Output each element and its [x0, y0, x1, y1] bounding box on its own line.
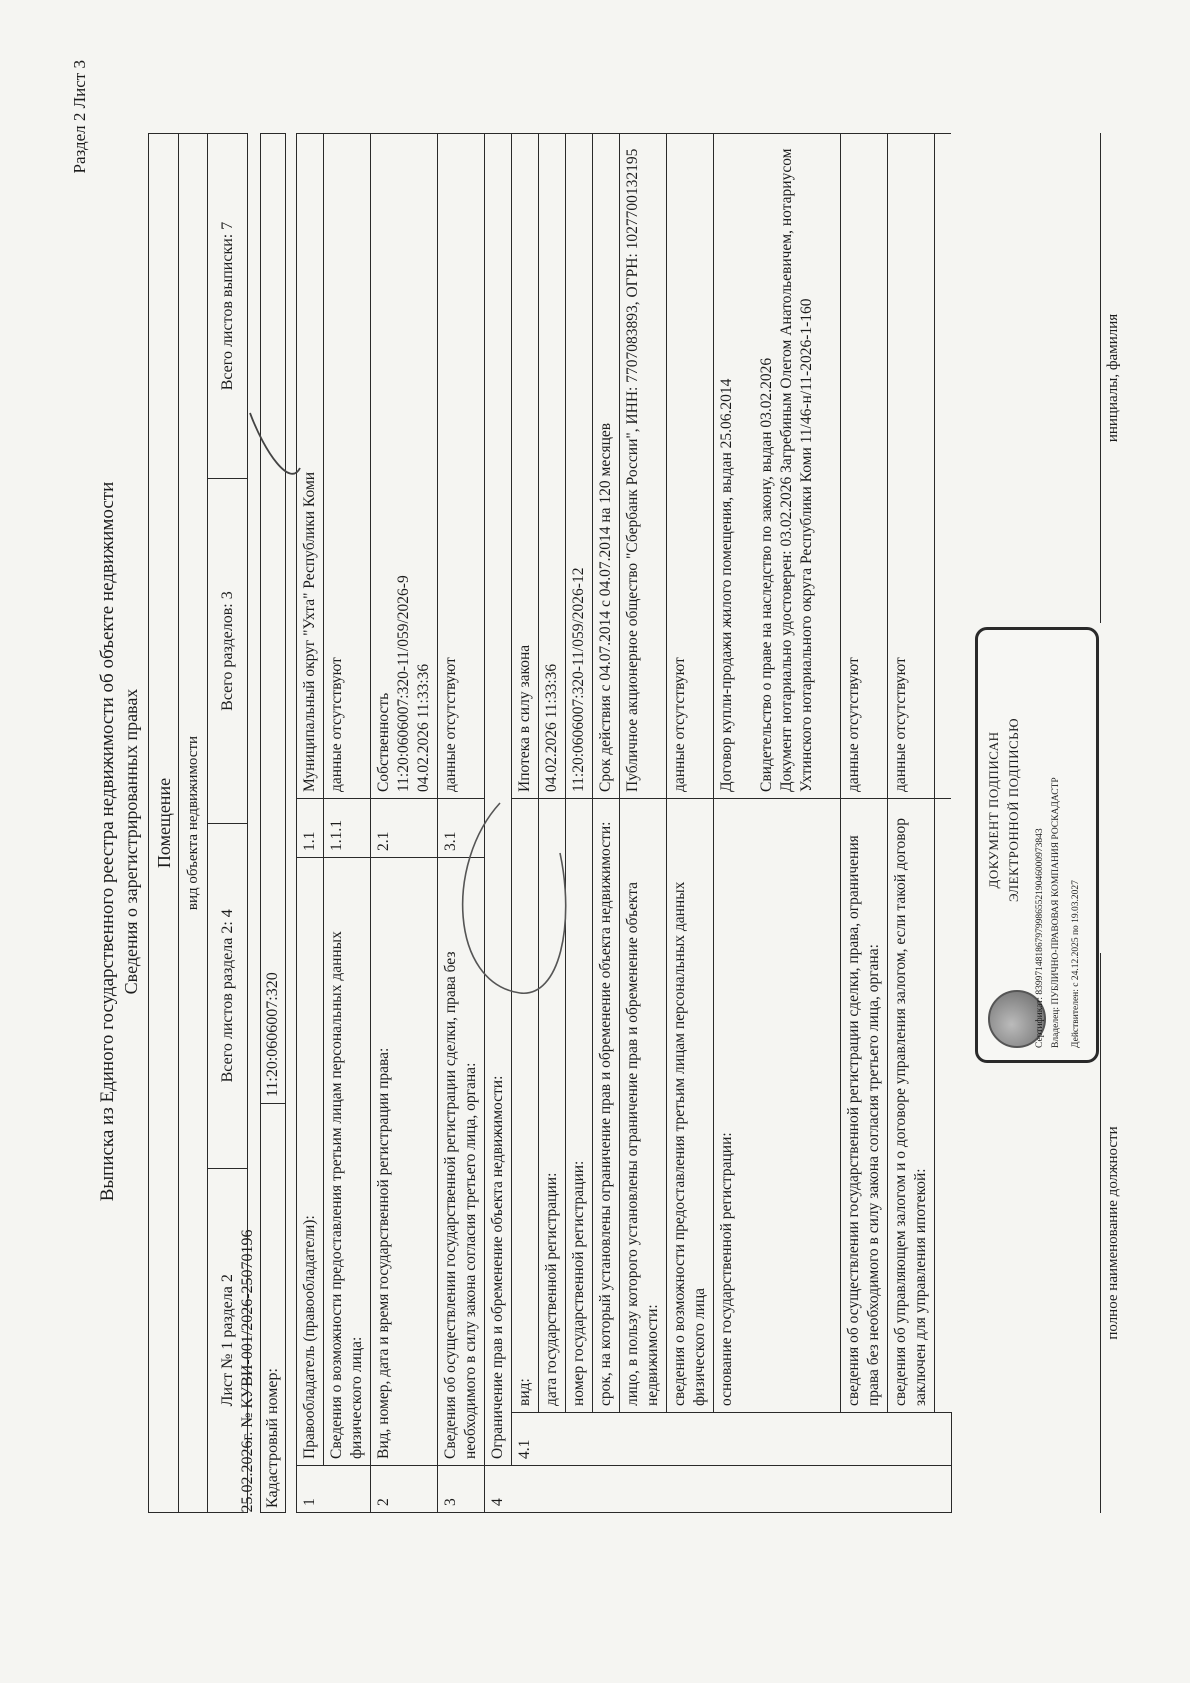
sheets-in-section: Всего листов раздела 2: 4 — [208, 824, 248, 1168]
encumbrance-date-label: дата государственной регистрации: — [539, 799, 566, 1413]
encumbrance-pd-value: данные отсутствуют — [667, 134, 714, 799]
name-label: инициалы, фамилия — [1100, 133, 1122, 623]
row-2-label: Вид, номер, дата и время государственной регистрации права: — [371, 858, 438, 1466]
row-4-sub: 4.1 — [512, 1413, 952, 1466]
right-datetime: 04.02.2026 11:33:36 — [415, 663, 432, 792]
stamp-validity: Действителен: с 24.12.2025 по 19.03.2027 — [1071, 880, 1081, 1048]
row-2-number: 2 — [371, 1466, 438, 1513]
encumbrance-manager-value: данные отсутствуют — [888, 134, 935, 799]
encumbrance-basis-label: основание государственной регистрации: — [714, 799, 841, 1413]
encumbrance-consent-label: сведения об осуществлении государственной регистрации сделки, права, ограничения права без необходимого в силу закона согласия третьего лица, органа: — [841, 799, 888, 1413]
row-1-value: Муниципальный округ "Ухта" Республики Коми — [297, 134, 324, 799]
sheets-total: Всего листов выписки: 7 — [208, 134, 248, 479]
encumbrance-term-value: Срок действия с 04.07.2014 с 04.07.2014 на 120 месяцев — [593, 134, 620, 799]
row-3-label: Сведения об осуществлении государственной регистрации сделки, права без необходимого в силу закона согласия третьего лица, органа: — [438, 858, 485, 1466]
row-3-sub: 3.1 — [438, 799, 485, 858]
row-1b-label: Сведения о возможности предоставления третьим лицам персональных данных физического лица: — [324, 858, 371, 1466]
basis-line-1: Договор купли-продажи жилого помещения, выдан 25.06.2014 — [718, 378, 735, 792]
encumbrance-term-label: срок, на который установлены ограничение прав и обременение объекта недвижимости: — [593, 799, 620, 1413]
encumbrance-person-label: лицо, в пользу которого установлены ограничение прав и обременение объекта недвижимости: — [620, 799, 667, 1413]
encumbrance-number-label: номер государственной регистрации: — [566, 799, 593, 1413]
encumbrance-date-value: 04.02.2026 11:33:36 — [539, 134, 566, 799]
row-1-number: 1 — [297, 1466, 371, 1513]
basis-line-2: Свидетельство о праве на наследство по закону, выдан 03.02.2026 — [758, 357, 775, 792]
encumbrance-kind-label: вид: — [512, 799, 539, 1413]
row-3-value: данные отсутствуют — [438, 134, 485, 799]
row-4-label: Ограничение прав и обременение объекта недвижимости: — [485, 134, 512, 1466]
object-type-value: Помещение — [149, 134, 179, 1513]
encumbrance-kind-value: Ипотека в силу закона — [512, 134, 539, 799]
row-2-sub: 2.1 — [371, 799, 438, 858]
encumbrance-person-value: Публичное акционерное общество "Сбербанк России", ИНН: 7707083893, ОГРН: 1027700132195 — [620, 134, 667, 799]
basis-line-3: Документ нотариально удостоверен: 03.02.2026 Загребиным Олегом Анатольевичем, нотариусом Ухтинского нотариального округа Республики Коми 11/46-н/11-2026-1-160 — [778, 148, 815, 792]
stamp-owner: Владелец: ПУБЛИЧНО-ПРАВОВАЯ КОМПАНИЯ РОСКАДАСТР — [1051, 777, 1061, 1048]
section-sheet-label: Раздел 2 Лист 3 — [70, 60, 89, 174]
right-number: 11:20:0606007:320-11/059/2026-9 — [395, 575, 412, 792]
row-1-label: Правообладатель (правообладатели): — [297, 858, 324, 1466]
encumbrance-number-value: 11:20:0606007:320-11/059/2026-12 — [566, 134, 593, 799]
sheet-number: Лист № 1 раздела 2 — [208, 1168, 248, 1512]
document-title: Выписка из Единого государственного реестра недвижимости об объекте недвижимости — [97, 481, 118, 1202]
stamp-line-1: ДОКУМЕНТ ПОДПИСАН — [986, 731, 1001, 889]
cadastral-label: Кадастровый номер: — [261, 1104, 286, 1513]
object-type-label: вид объекта недвижимости — [179, 134, 208, 1513]
encumbrance-consent-value: данные отсутствуют — [841, 134, 888, 799]
row-3-number: 3 — [438, 1466, 485, 1513]
position-label: полное наименование должности — [1100, 953, 1122, 1513]
sections-total: Всего разделов: 3 — [208, 479, 248, 824]
row-4-number: 4 — [485, 1466, 952, 1513]
row-1-sub: 1.1 — [297, 799, 324, 858]
extract-date-number: 25.02.2026г. № КУВИ-001/2026-25070196 — [239, 1229, 256, 1513]
cadastral-value: 11:20:0606007:320 — [261, 134, 286, 1104]
encumbrance-pd-label: сведения о возможности предоставления третьим лицам персональных данных физического лица — [667, 799, 714, 1413]
stamp-line-2: ЭЛЕКТРОННОЙ ПОДПИСЬЮ — [1006, 718, 1021, 902]
right-type: Собственность — [375, 692, 392, 792]
row-1b-sub: 1.1.1 — [324, 799, 371, 858]
stamp-certificate: Сертификат: 83997148186797998655219046000973843 — [1035, 828, 1045, 1048]
encumbrance-manager-label: сведения об управляющем залогом и о договоре управления залогом, если такой договор заключен для управления ипотекой: — [888, 799, 935, 1413]
document-subtitle: Сведения о зарегистрированных правах — [121, 688, 141, 995]
row-1b-value: данные отсутствуют — [324, 134, 371, 799]
